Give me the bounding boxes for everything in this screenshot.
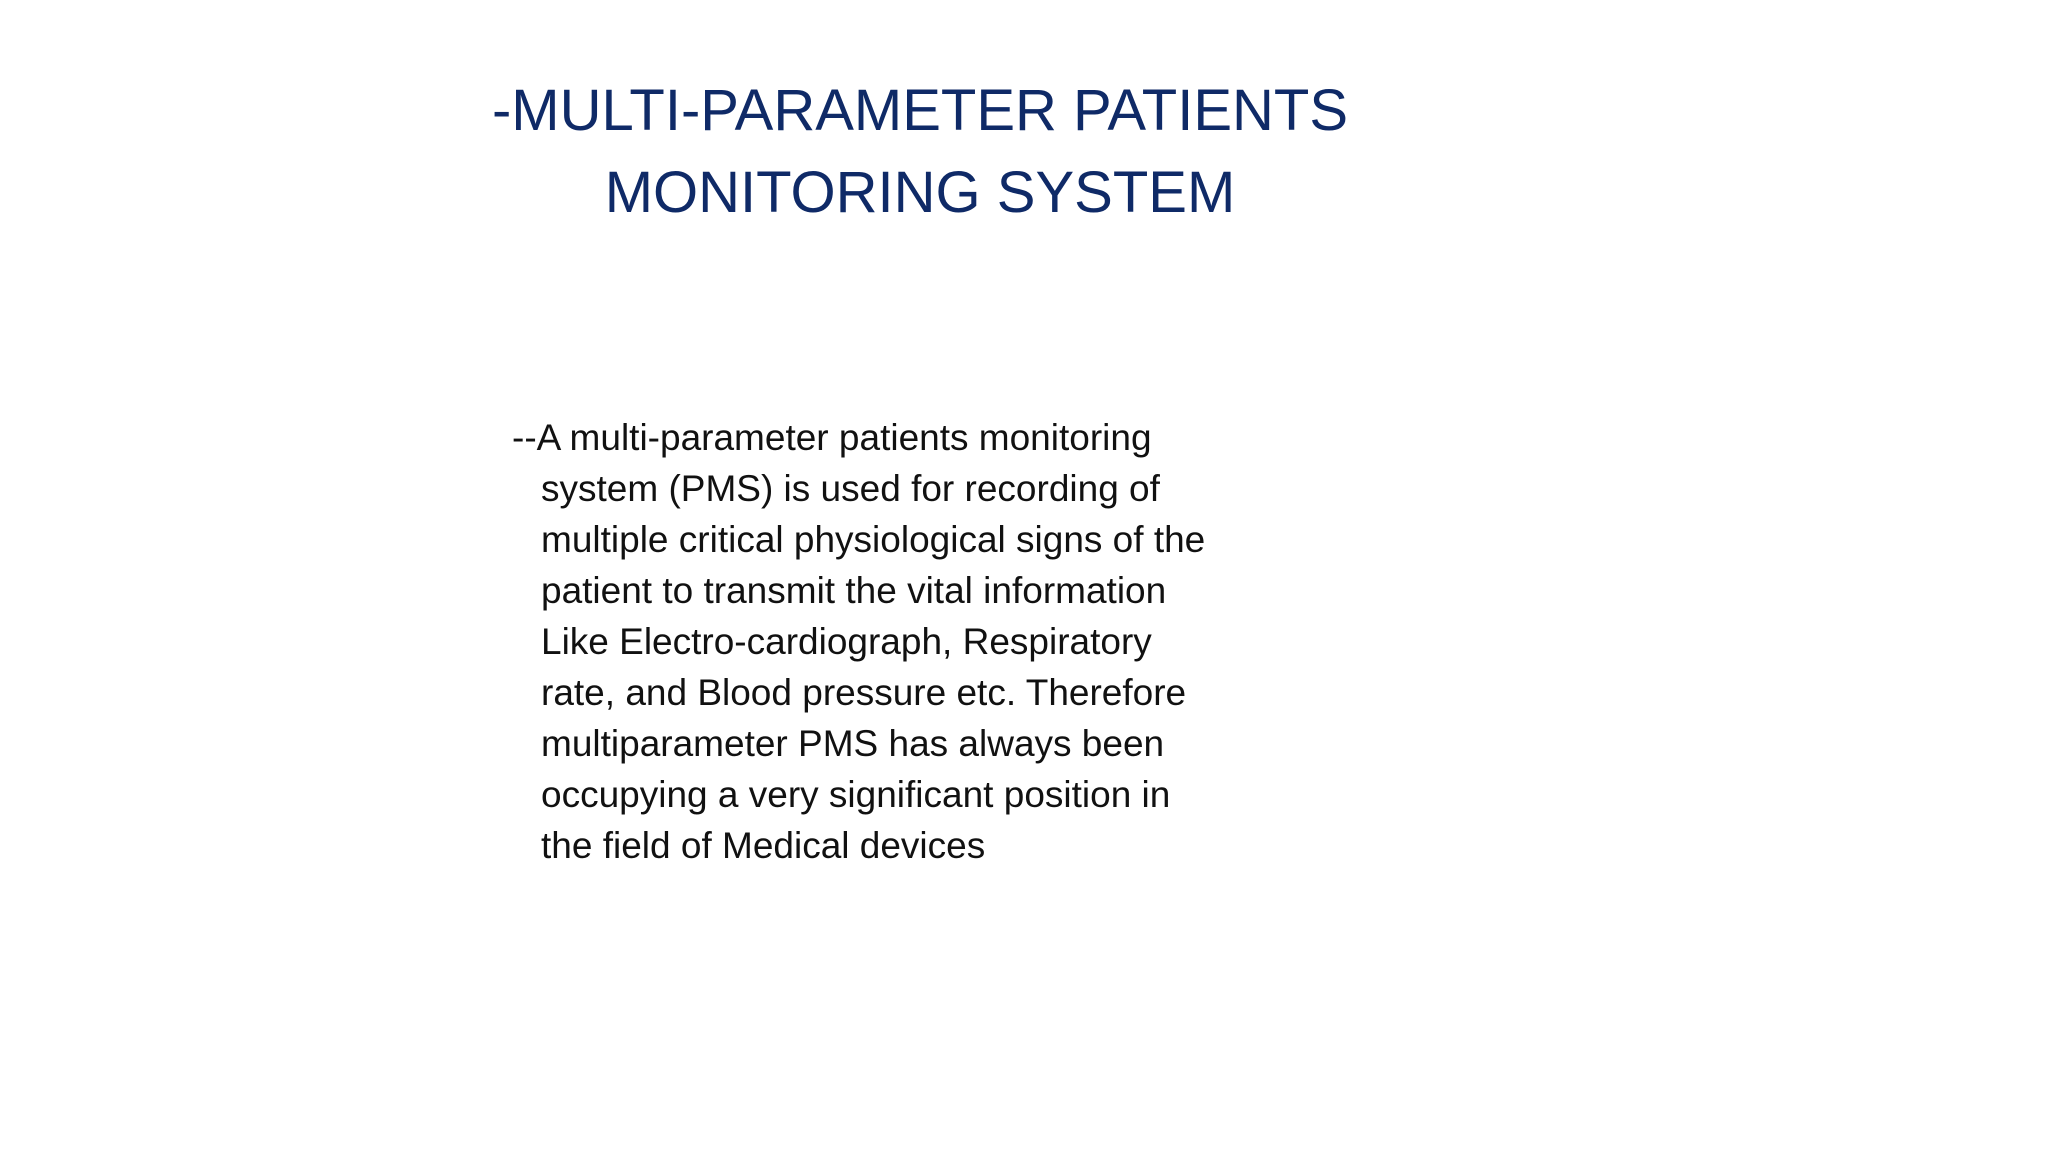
body-line-9: the field of Medical devices [541, 825, 986, 866]
title-line-2: MONITORING SYSTEM [604, 160, 1236, 225]
body-line-4: patient to transmit the vital information [541, 570, 1167, 611]
body-line-8: occupying a very significant position in [541, 774, 1171, 815]
slide-title [480, 70, 1360, 234]
slide-body-text [512, 412, 1332, 871]
body-line-1: --A multi-parameter patients monitoring [512, 417, 1152, 458]
body-line-3: multiple critical physiological signs of the [541, 519, 1206, 560]
body-line-5: Like Electro-cardiograph, Respiratory [541, 621, 1152, 662]
body-line-7: multiparameter PMS has always been [541, 723, 1165, 764]
title-line-1: -MULTI-PARAMETER PATIENTS [491, 78, 1349, 143]
body-line-6: rate, and Blood pressure etc. Therefore [541, 672, 1187, 713]
body-line-2: system (PMS) is used for recording of [541, 468, 1160, 509]
